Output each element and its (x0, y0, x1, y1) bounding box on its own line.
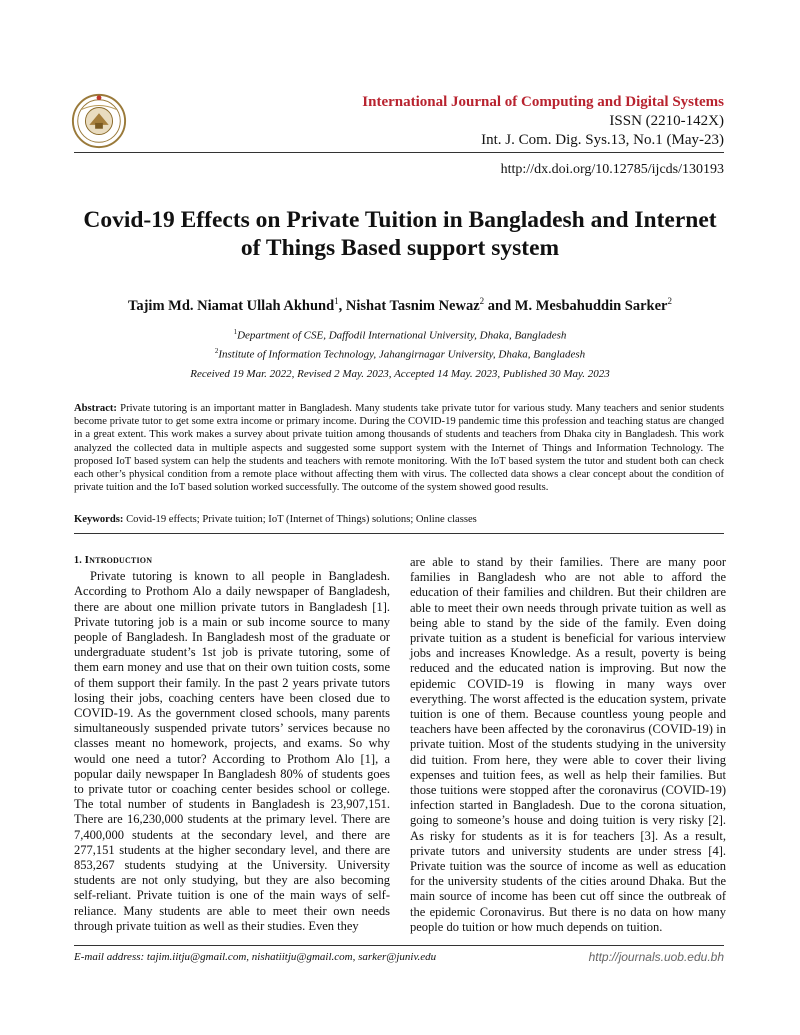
author-affiliation-mark: 2 (479, 296, 485, 306)
section-number: 1. (74, 555, 82, 566)
author-emails: E-mail address: tajim.iitju@gmail.com, nishatiitju@gmail.com, sarker@juniv.edu (74, 951, 437, 963)
footer-divider (74, 945, 724, 946)
affiliation (60, 344, 740, 363)
keywords (74, 514, 724, 525)
author-name: Nishat Tasnim Newaz (345, 297, 480, 314)
author-name: Tajim Md. Niamat Ullah Akhund (128, 297, 335, 314)
doi-link[interactable]: http://dx.doi.org/10.12785/ijcds/130193 (500, 162, 724, 177)
author-list (60, 296, 740, 315)
section-title: Introduction (84, 554, 153, 566)
body-column-right (410, 555, 726, 935)
journal-website-link[interactable]: http://journals.uob.edu.bh (588, 950, 724, 964)
affiliation-number: 2 (214, 346, 219, 355)
keywords-label: Keywords: (74, 514, 124, 525)
author-separator: , (338, 297, 346, 314)
author-name: M. Mesbahuddin Sarker (514, 297, 668, 314)
author-affiliation-mark: 2 (667, 296, 672, 306)
journal-citation: Int. J. Com. Dig. Sys.13, No.1 (May-23) (481, 132, 724, 148)
body-column-left (74, 553, 390, 934)
affiliation-text: Department of CSE, Daffodil International University, Dhaka, Bangladesh (237, 329, 567, 342)
affiliation-number: 1 (233, 328, 238, 336)
abstract-divider (74, 533, 724, 534)
affiliation-text: Institute of Information Technology, Jahangirnagar University, Dhaka, Bangladesh (218, 348, 586, 361)
author-affiliation-mark: 1 (334, 296, 339, 306)
section-heading (74, 553, 390, 568)
affiliation (60, 325, 740, 344)
body-paragraph: Private tutoring is known to all people in Bangladesh. According to Prothom Alo a daily newspaper of Bangladesh, there are about one million private tutors in Bangladesh [1]. Private tutoring job is a main or sub income source to many people of Bangladesh. In Bangladesh most of the graduate or undergraduate student’s 1st job is private tutoring, some of them earn money and use that on their own tuition costs, some of them support their family. In the past 2 years private tutors losing their jobs, coaching centers have been closed due to COVID-19. As the government closed schools, many parents simultaneously suspended private tutors’ services because no classes meant no homework, projects, and exams. So why would one need a tutor? According to Prothom Alo [1], a popular daily newspaper In Bangladesh 80% of students goes to private tutor or coaching center besides school or college. The total number of students in Bangladesh is 23,907,151. There are 16,230,000 students at the primary level. There are 7,400,000 students at the secondary level, and there are 277,151 students at the higher secondary level, and there are 853,267 students studying at the University. University students are not only studying, but they are also becoming self-reliant. Private tuition is one of the main ways of self-reliance. Many students are able to meet their own needs through private tuition as well as their studies. Even they (74, 569, 390, 933)
header-divider (74, 152, 724, 153)
title-line-2: of Things Based support system (240, 235, 560, 261)
body-paragraph: are able to stand by their families. There are many poor families in Bangladesh who are not able to afford the education of their families and children. But their children are able to meet their own needs through private tuition as well as being able to stand by the side of the family. Even doing private tuition as a student is beneficial for various interview jobs and increases Knowledge. As a result, poverty is being reduced and the educated nation is improving. But now the epidemic COVID-19 is flowing in many ways over everything. The worst affected is the education system, private tuition is one of them. Because countless young people and teachers have been affected by the coronavirus (COVID-19) in private tuition. Most of the students studying in the university did tuition. From here, they were able to cover their living expenses and tuition fees, as well as help their families. But those tuitions were stopped after the coronavirus (COVID-19) infection started in Bangladesh. Due to the corona situation, going to someone’s house and doing tuition is very risky [2]. As risky for students as it is for teachers [3]. As a result, private tutors and university students are under stress [4]. Private tuition was the source of income as well as education for the university students of the cities around Dhaka. But the main source of income has been cut off since the outbreak of the epidemic Coronavirus. But there is no data on how many people do tuition or how much depends on tuition. (410, 555, 726, 934)
keywords-text: Covid-19 effects; Private tuition; IoT (Internet of Things) solutions; Online classes (126, 514, 477, 525)
affiliation-list (60, 325, 740, 362)
abstract-label: Abstract: (74, 403, 117, 414)
abstract (74, 402, 724, 494)
title-line-1: Covid-19 Effects on Private Tuition in Bangladesh and Internet (83, 207, 717, 233)
journal-header (362, 93, 724, 150)
author-separator: and (484, 297, 515, 314)
journal-issn: ISSN (2210-142X) (609, 113, 724, 129)
publication-dates: Received 19 Mar. 2022, Revised 2 May. 2023, Accepted 14 May. 2023, Published 30 May. 2023 (190, 368, 610, 380)
paper-title (60, 206, 740, 262)
university-seal-icon (70, 92, 128, 150)
journal-name: International Journal of Computing and Digital Systems (362, 94, 724, 110)
abstract-text: Private tutoring is an important matter in Bangladesh. Many students take private tutor for various study. Many teachers and senior students become private tutor to get some extra income or primary income. During the COVID-19 pandemic time this profession and teaching status are changed in a great extent. This work makes a survey about private tuition among thousands of students and teachers from Dhaka city in Bangladesh. This work analyzed the collected data in multiple aspects and suggested some support system with the Internet of Things and Information Technology. The proposed IoT based system can help the students and teachers with remote monitoring. With the IoT based system the tutor and student both can check each other’s physical condition from a remote place without affecting them with virus. The collected data shows a clear concept about the condition of private tuition and the IoT based solution worked successfully. The outcome of the system showed good results. (74, 403, 724, 494)
